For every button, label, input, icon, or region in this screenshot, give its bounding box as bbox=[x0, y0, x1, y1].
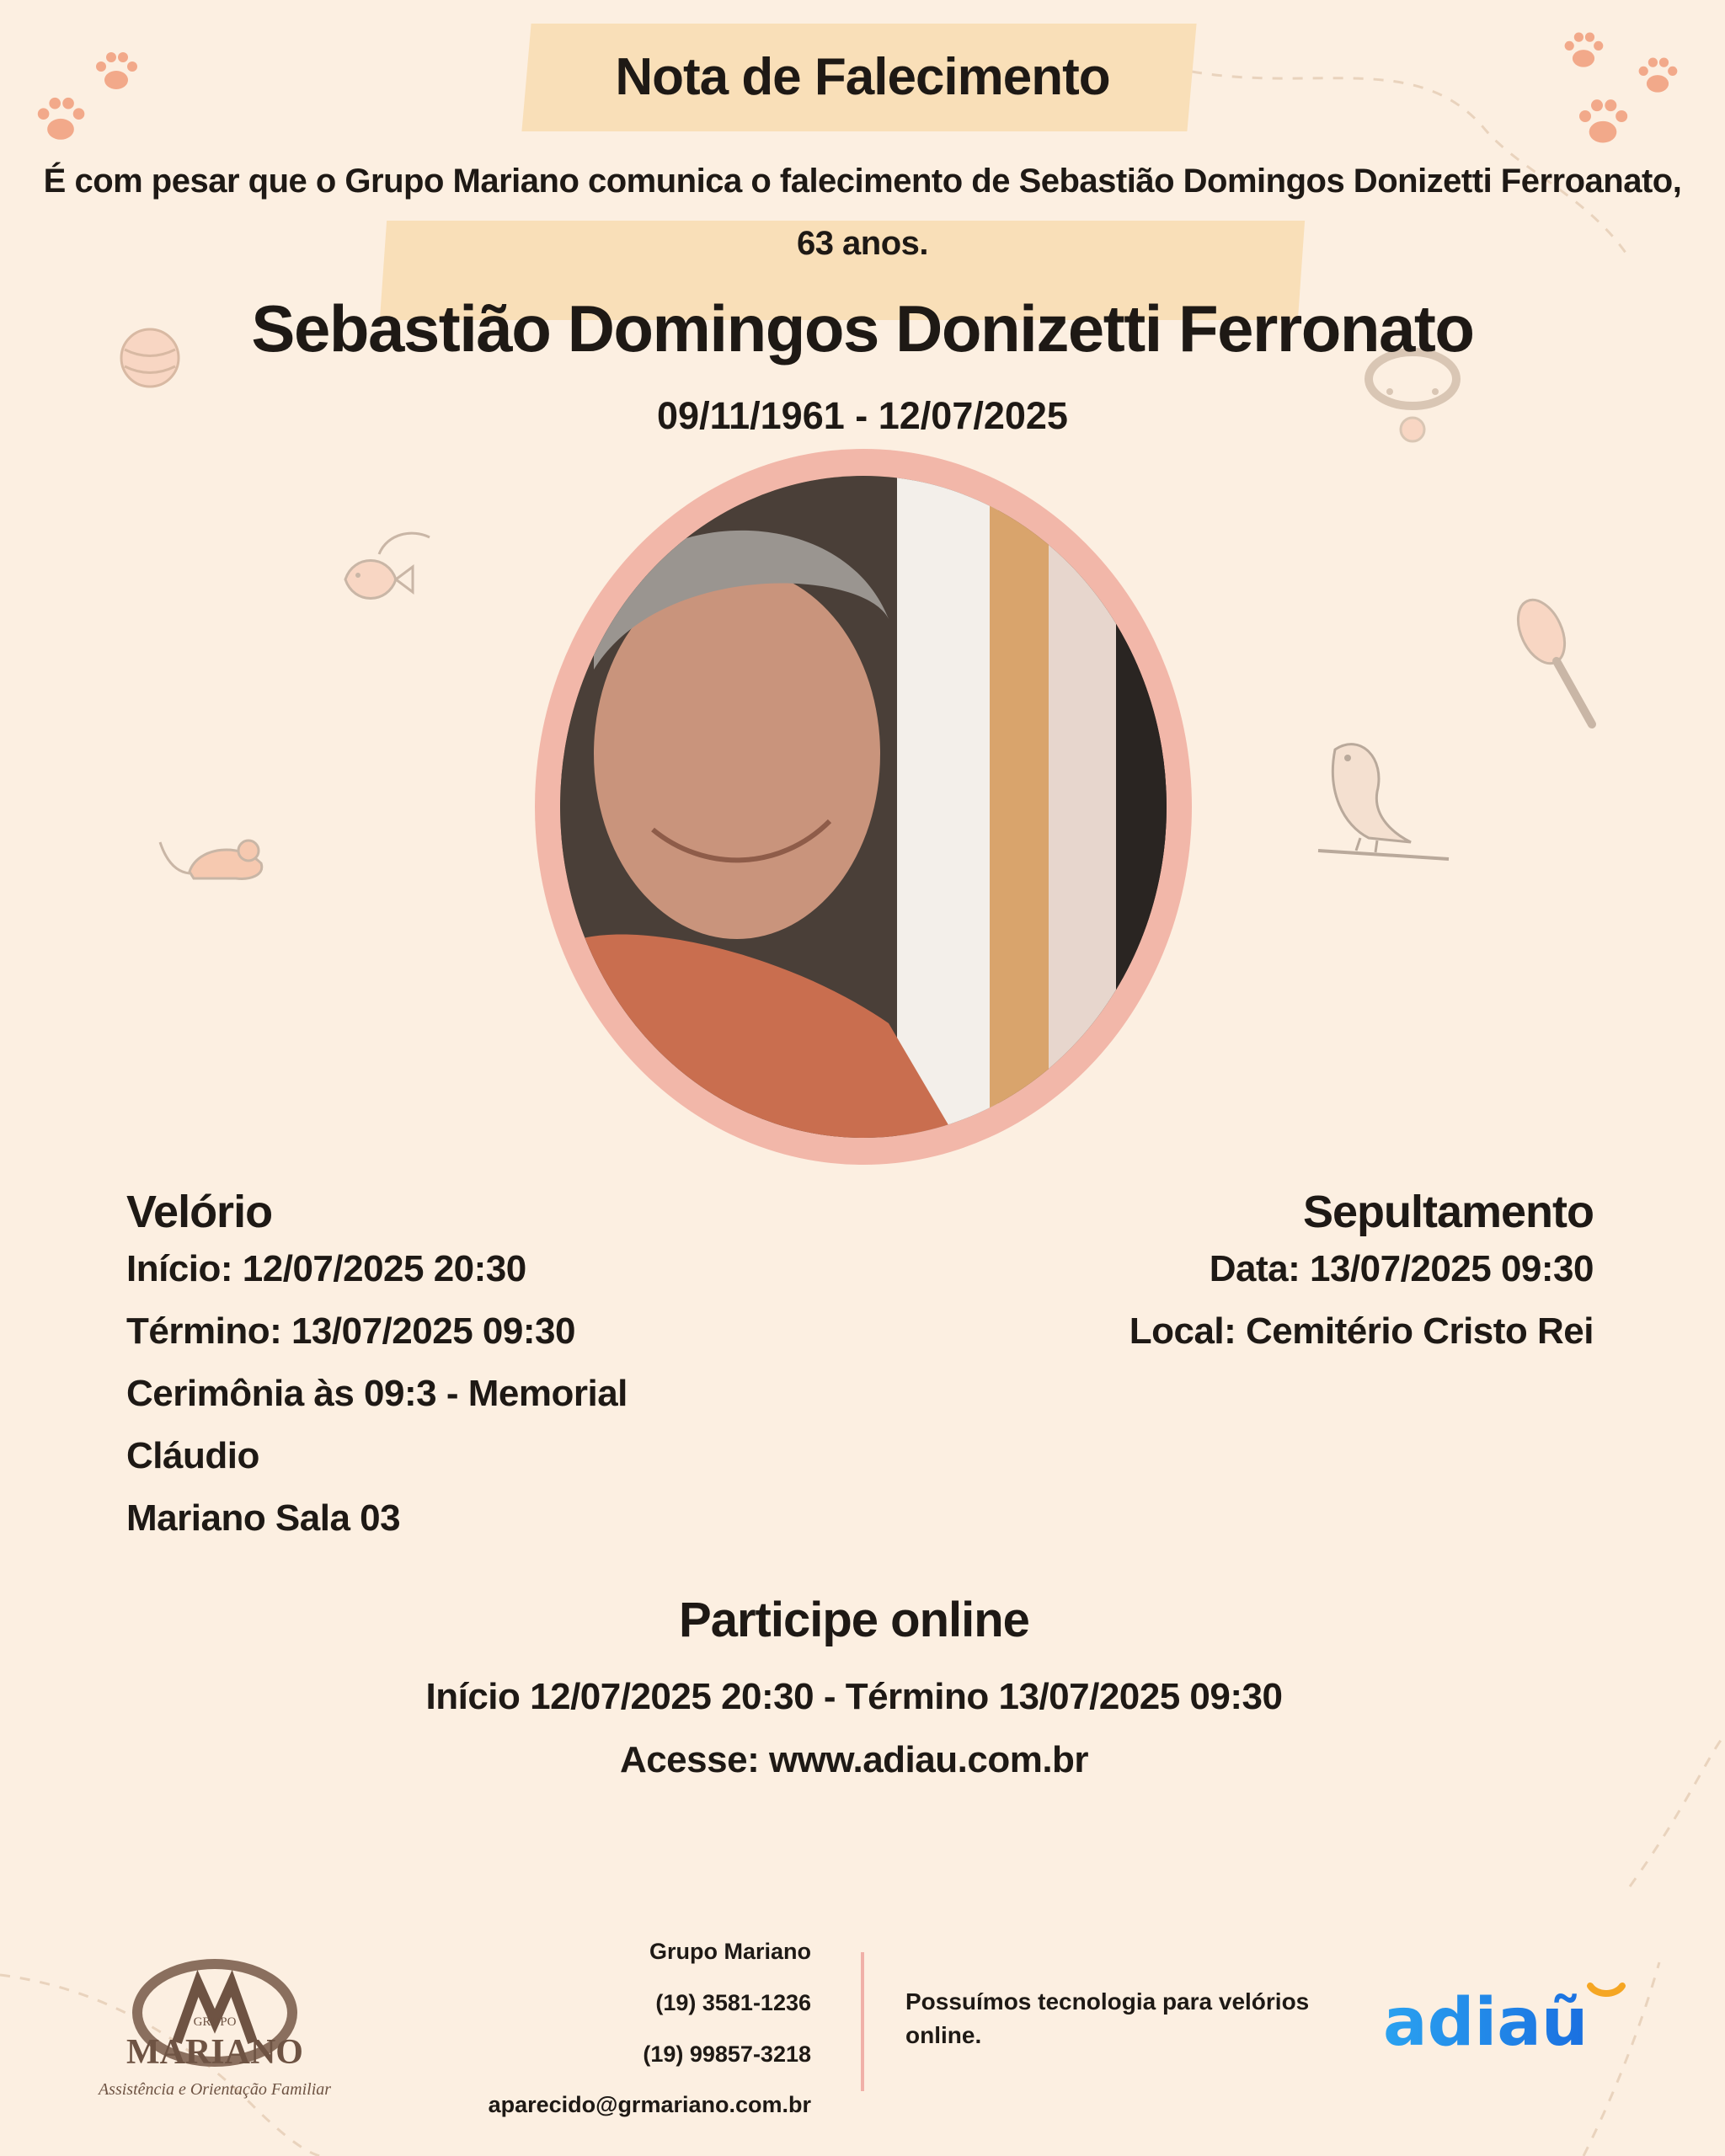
email-link[interactable]: aparecido@grmariano.com.br bbox=[488, 2092, 811, 2117]
announcement-line: 63 anos. bbox=[796, 225, 929, 262]
sepultamento-section bbox=[1053, 1186, 1594, 1363]
phone-number[interactable]: (19) 99857-3218 bbox=[643, 2041, 811, 2067]
velorio-section bbox=[126, 1186, 766, 1550]
bird-icon bbox=[1301, 724, 1461, 876]
announcement-line: É com pesar que o Grupo Mariano comunica o falecimento de Sebastião Domingos Donizetti Ferroanato, bbox=[43, 163, 1682, 200]
velorio-line: Cerimônia às 09:3 - Memorial Cláudio bbox=[126, 1373, 628, 1476]
fish-icon bbox=[320, 520, 438, 630]
sepultamento-heading: Sepultamento bbox=[1302, 1187, 1594, 1237]
footer-divider bbox=[861, 1952, 864, 2091]
velorio-heading: Velório bbox=[126, 1187, 273, 1237]
mouse-icon bbox=[156, 821, 282, 897]
logo-main-text: MARIANO bbox=[126, 2033, 303, 2072]
online-access-link[interactable]: Acesse: www.adiau.com.br bbox=[619, 1739, 1089, 1780]
life-dates: 09/11/1961 - 12/07/2025 bbox=[657, 394, 1068, 437]
portrait-photo bbox=[560, 476, 1167, 1138]
portrait-illustration bbox=[560, 476, 1167, 1138]
logo-tagline: Assistência e Orientação Familiar bbox=[98, 2080, 332, 2099]
adiau-logo bbox=[1383, 1971, 1636, 2063]
sepultamento-line: Local: Cemitério Cristo Rei bbox=[1129, 1310, 1594, 1352]
logo-small-text: GRUPO bbox=[193, 2015, 237, 2029]
deceased-name: Sebastião Domingos Donizetti Ferronato bbox=[251, 291, 1474, 366]
adiau-brand-text: adiaũ bbox=[1383, 1985, 1589, 2061]
velorio-line: Mariano Sala 03 bbox=[126, 1497, 401, 1539]
page-title: Nota de Falecimento bbox=[615, 48, 1110, 106]
online-schedule: Início 12/07/2025 20:30 - Término 13/07/2025 09:30 bbox=[425, 1676, 1283, 1717]
company-name: Grupo Mariano bbox=[649, 1939, 811, 1964]
velorio-line: Término: 13/07/2025 09:30 bbox=[126, 1310, 575, 1352]
velorio-line: Início: 12/07/2025 20:30 bbox=[126, 1248, 526, 1289]
grupo-mariano-logo bbox=[97, 1950, 333, 2110]
sepultamento-line: Data: 13/07/2025 09:30 bbox=[1209, 1248, 1594, 1289]
online-heading: Participe online bbox=[679, 1593, 1029, 1647]
phone-number[interactable]: (19) 3581-1236 bbox=[655, 1990, 811, 2015]
announcement bbox=[17, 150, 1708, 275]
brush-icon bbox=[1508, 590, 1609, 733]
tech-note: Possuímos tecnologia para velórios online. bbox=[905, 1988, 1310, 2048]
